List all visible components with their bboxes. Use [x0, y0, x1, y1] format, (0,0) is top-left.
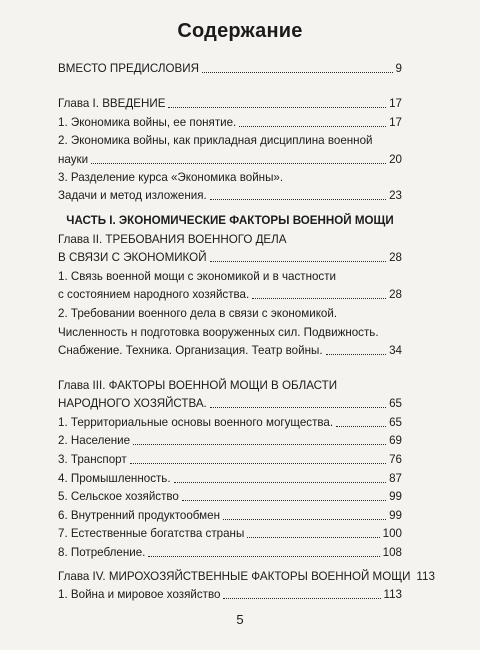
toc-entry-text: 3. Транспорт [58, 453, 127, 466]
toc-entry [58, 486, 402, 504]
toc-entry-text: В СВЯЗИ С ЭКОНОМИКОЙ [58, 251, 207, 264]
dot-leader [210, 406, 386, 408]
dot-leader [223, 518, 386, 520]
toc-entry-page: 28 [389, 288, 402, 301]
toc-entry-page: 99 [389, 490, 402, 503]
toc-entry-page: 87 [389, 472, 402, 485]
toc-entry [58, 505, 402, 523]
toc-entry-page: 20 [389, 153, 402, 166]
toc-entry-page: 69 [389, 434, 402, 447]
toc-entry-text: 8. Потребление. [58, 546, 146, 559]
toc-entry [58, 584, 402, 602]
toc-entry-page: 9 [395, 62, 402, 75]
toc-entry-text: 7. Естественные богатства страны [58, 527, 245, 540]
dot-leader [91, 162, 386, 164]
toc-entry-text: 2. Население [58, 434, 131, 447]
toc-entry-text: 2. Требовании военного дела в связи с экономикой. [58, 307, 338, 320]
toc-entry-text: Глава I. ВВЕДЕНИЕ [58, 97, 166, 110]
toc-entry [58, 266, 402, 284]
dot-leader [133, 443, 386, 445]
toc-entry [58, 468, 402, 486]
part-heading [58, 210, 402, 228]
dot-leader [239, 125, 386, 127]
toc-entry-text: ВМЕСТО ПРЕДИСЛОВИЯ [58, 62, 199, 75]
toc-entry-page: 65 [389, 397, 402, 410]
toc-entry-text: Глава IV. МИРОХОЗЯЙСТВЕННЫЕ ФАКТОРЫ ВОЕННОЙ МОЩИ [58, 570, 411, 583]
toc-entry-text: 1. Территориальные основы военного могущества. [58, 416, 334, 429]
toc-entry [58, 449, 402, 467]
toc-entry [58, 322, 402, 340]
dot-leader [252, 297, 386, 299]
toc-entry-text: 1. Война и мировое хозяйство [58, 588, 221, 601]
toc-entry-page: 100 [382, 527, 402, 540]
dot-leader [336, 425, 386, 427]
toc-entry-text: 1. Экономика войны, ее понятие. [58, 116, 237, 129]
toc-entry-text: 3. Разделение курса «Экономика войны». [58, 171, 284, 184]
dot-leader [247, 536, 379, 538]
toc-entry [58, 284, 402, 302]
toc-entry-page: 65 [389, 416, 402, 429]
toc-entry-page: 17 [389, 97, 402, 110]
page-number: 5 [236, 612, 244, 627]
toc-entry-text: Задачи и метод изложения. [58, 189, 207, 202]
toc-entry-page: 34 [389, 344, 402, 357]
toc-entry [58, 542, 402, 560]
toc-entry [58, 58, 402, 76]
toc-entry [58, 375, 402, 393]
toc-entry-page: 113 [416, 570, 435, 583]
toc-entry-text: с состоянием народного хозяйства. [58, 288, 250, 301]
toc-entry [58, 566, 435, 584]
toc-entry [58, 393, 402, 411]
toc-entry-page: 23 [389, 189, 402, 202]
toc-entry-text: 4. Промышленность. [58, 472, 171, 485]
toc-entry [58, 303, 402, 321]
toc-entry [58, 93, 402, 111]
toc-entry-text: 6. Внутренний продуктообмен [58, 509, 220, 522]
dot-leader [210, 260, 387, 262]
toc-entry [58, 430, 402, 448]
toc-entry [58, 130, 402, 148]
toc-entry [58, 523, 402, 541]
page-title: Содержание [177, 20, 303, 42]
dot-leader [182, 499, 386, 501]
toc-entry-text: Численность н подготовка вооруженных сил. Подвижность. [58, 326, 379, 339]
toc-entry-page: 76 [389, 453, 402, 466]
toc-entry [58, 412, 402, 430]
toc-entry-text: 5. Сельское хозяйство [58, 490, 179, 503]
toc-entry-text: Снабжение. Техника. Организация. Театр войны. [58, 344, 323, 357]
toc-entry [58, 185, 402, 203]
toc-entry-text: НАРОДНОГО ХОЗЯЙСТВА. [58, 397, 207, 410]
toc-entry-page: 113 [383, 588, 402, 601]
dot-leader [326, 353, 387, 355]
toc-entry-text: 2. Экономика войны, как прикладная дисциплина военной [58, 134, 373, 147]
toc-entry [58, 340, 402, 358]
dot-leader [174, 481, 387, 483]
toc-entry-page: 28 [389, 251, 402, 264]
toc-entry [58, 229, 402, 247]
dot-leader [148, 555, 379, 557]
toc-entry [58, 112, 402, 130]
dot-leader [223, 597, 380, 599]
toc-entry-text: науки [58, 153, 89, 166]
dot-leader [202, 71, 393, 73]
toc-entry [58, 167, 402, 185]
toc-entry [58, 247, 402, 265]
dot-leader [210, 198, 386, 200]
part-heading-text: ЧАСТЬ I. ЭКОНОМИЧЕСКИЕ ФАКТОРЫ ВОЕННОЙ МОЩИ [66, 214, 394, 227]
toc-entry [58, 149, 402, 167]
dot-leader [130, 462, 386, 464]
toc-entry-text: Глава II. ТРЕБОВАНИЯ ВОЕННОГО ДЕЛА [58, 233, 287, 246]
toc-entry-page: 108 [382, 546, 402, 559]
toc-entry-page: 99 [389, 509, 402, 522]
dot-leader [168, 106, 386, 108]
toc-entry-page: 17 [389, 116, 402, 129]
toc-entry-text: Глава III. ФАКТОРЫ ВОЕННОЙ МОЩИ В ОБЛАСТИ [58, 379, 338, 392]
toc-entry-text: 1. Связь военной мощи с экономикой и в частности [58, 270, 337, 283]
